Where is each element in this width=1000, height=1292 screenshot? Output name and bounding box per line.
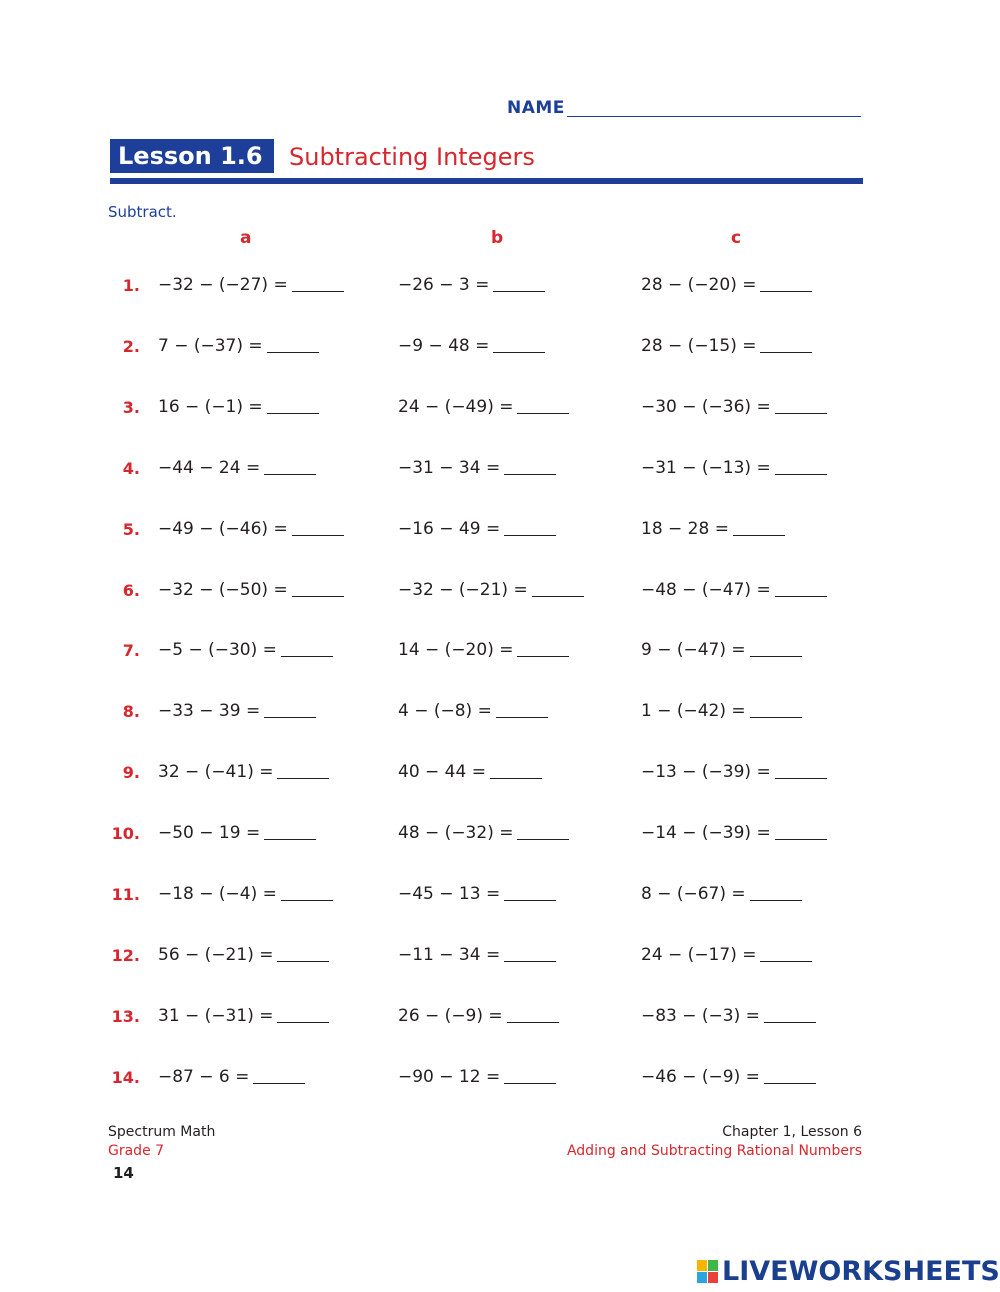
answer-blank[interactable] [760, 351, 812, 353]
problem-number: 13. [111, 1007, 140, 1026]
footer-unit: Adding and Subtracting Rational Numbers [566, 1143, 862, 1159]
problem-5-c [641, 519, 785, 539]
problem-expression: 9 − (−47) = [641, 640, 746, 660]
problem-4-a [158, 458, 316, 478]
answer-blank[interactable] [775, 473, 827, 475]
problem-2-a [158, 336, 319, 356]
problem-expression: −32 − (−27) = [158, 275, 288, 295]
problem-2-c [641, 336, 812, 356]
problem-number: 6. [122, 581, 140, 600]
problem-expression: 14 − (−20) = [398, 640, 514, 660]
problem-expression: 18 − 28 = [641, 519, 729, 539]
problem-number: 11. [111, 885, 140, 904]
problem-expression: −50 − 19 = [158, 823, 261, 843]
problem-number: 3. [122, 398, 140, 417]
problem-7-b [398, 640, 569, 660]
lesson-label: Lesson 1.6 [110, 139, 274, 173]
problem-number: 8. [122, 702, 140, 721]
problem-expression: 56 − (−21) = [158, 945, 274, 965]
problem-expression: 26 − (−9) = [398, 1006, 503, 1026]
problem-expression: −9 − 48 = [398, 336, 490, 356]
liveworksheets-logo-icon [697, 1260, 719, 1284]
problem-number: 9. [122, 763, 140, 782]
problem-number: 10. [111, 824, 140, 843]
problem-number: 7. [122, 641, 140, 660]
problem-expression: −46 − (−9) = [641, 1067, 760, 1087]
answer-blank[interactable] [264, 473, 316, 475]
answer-blank[interactable] [253, 1082, 305, 1084]
problem-expression: −26 − 3 = [398, 275, 490, 295]
problem-expression: −87 − 6 = [158, 1067, 250, 1087]
column-header-c: c [731, 228, 742, 248]
problem-10-a [158, 823, 316, 843]
problem-number: 12. [111, 946, 140, 965]
instruction-text: Subtract. [108, 203, 177, 221]
problem-11-b [398, 884, 556, 904]
problem-4-c [641, 458, 827, 478]
problem-expression: −44 − 24 = [158, 458, 261, 478]
problem-expression: 7 − (−37) = [158, 336, 263, 356]
answer-blank[interactable] [760, 960, 812, 962]
answer-blank[interactable] [281, 655, 333, 657]
problem-3-b [398, 397, 569, 417]
answer-blank[interactable] [281, 899, 333, 901]
problem-expression: −83 − (−3) = [641, 1006, 760, 1026]
problem-expression: −13 − (−39) = [641, 762, 771, 782]
answer-blank[interactable] [764, 1082, 816, 1084]
answer-blank[interactable] [264, 716, 316, 718]
problem-expression: −18 − (−4) = [158, 884, 277, 904]
answer-blank[interactable] [775, 595, 827, 597]
problem-6-c [641, 580, 827, 600]
problem-13-a [158, 1006, 329, 1026]
problem-5-a [158, 519, 344, 539]
problem-number: 2. [122, 337, 140, 356]
problem-11-a [158, 884, 333, 904]
problem-8-b [398, 701, 548, 721]
problem-11-c [641, 884, 802, 904]
problem-expression: −31 − 34 = [398, 458, 501, 478]
problem-7-c [641, 640, 802, 660]
problem-13-c [641, 1006, 816, 1026]
answer-blank[interactable] [733, 534, 785, 536]
problem-expression: −30 − (−36) = [641, 397, 771, 417]
problem-expression: 48 − (−32) = [398, 823, 514, 843]
column-header-b: b [491, 228, 504, 248]
problem-2-b [398, 336, 545, 356]
problem-8-c [641, 701, 802, 721]
problem-12-c [641, 945, 812, 965]
problem-5-b [398, 519, 556, 539]
answer-blank[interactable] [504, 473, 556, 475]
logo-square-icon [708, 1272, 718, 1283]
answer-blank[interactable] [504, 960, 556, 962]
answer-blank[interactable] [517, 655, 569, 657]
problem-8-a [158, 701, 316, 721]
answer-blank[interactable] [277, 1021, 329, 1023]
problem-expression: 4 − (−8) = [398, 701, 492, 721]
answer-blank[interactable] [277, 960, 329, 962]
answer-blank[interactable] [764, 1021, 816, 1023]
column-header-a: a [240, 228, 252, 248]
problem-10-b [398, 823, 569, 843]
problem-9-c [641, 762, 827, 782]
answer-blank[interactable] [493, 290, 545, 292]
answer-blank[interactable] [517, 838, 569, 840]
answer-blank[interactable] [775, 777, 827, 779]
answer-blank[interactable] [264, 838, 316, 840]
problem-6-b [398, 580, 584, 600]
problem-expression: −32 − (−21) = [398, 580, 528, 600]
footer-book-title: Spectrum Math [108, 1124, 216, 1140]
problem-12-a [158, 945, 329, 965]
logo-square-icon [708, 1260, 718, 1271]
problem-6-a [158, 580, 344, 600]
answer-blank[interactable] [750, 716, 802, 718]
problem-13-b [398, 1006, 559, 1026]
problem-number: 5. [122, 520, 140, 539]
answer-blank[interactable] [507, 1021, 559, 1023]
problem-expression: −5 − (−30) = [158, 640, 277, 660]
problem-14-a [158, 1067, 305, 1087]
problem-expression: −49 − (−46) = [158, 519, 288, 539]
answer-blank[interactable] [504, 899, 556, 901]
answer-blank[interactable] [496, 716, 548, 718]
answer-blank[interactable] [277, 777, 329, 779]
problem-expression: 24 − (−49) = [398, 397, 514, 417]
problem-expression: −33 − 39 = [158, 701, 261, 721]
problem-number: 14. [111, 1068, 140, 1087]
answer-blank[interactable] [292, 595, 344, 597]
answer-blank[interactable] [517, 412, 569, 414]
answer-blank[interactable] [775, 412, 827, 414]
problem-expression: −48 − (−47) = [641, 580, 771, 600]
liveworksheets-logo-text: LIVEWORKSHEETS [722, 1256, 1000, 1287]
problem-expression: 32 − (−41) = [158, 762, 274, 782]
problem-3-a [158, 397, 319, 417]
problem-expression: 40 − 44 = [398, 762, 486, 782]
problem-4-b [398, 458, 556, 478]
problem-expression: −90 − 12 = [398, 1067, 501, 1087]
problem-expression: −31 − (−13) = [641, 458, 771, 478]
problem-expression: −32 − (−50) = [158, 580, 288, 600]
answer-blank[interactable] [760, 290, 812, 292]
problem-number: 4. [122, 459, 140, 478]
answer-blank[interactable] [775, 838, 827, 840]
problem-7-a [158, 640, 333, 660]
liveworksheets-logo[interactable] [697, 1256, 1000, 1286]
problem-9-b [398, 762, 542, 782]
problem-expression: 16 − (−1) = [158, 397, 263, 417]
logo-square-icon [697, 1260, 707, 1271]
problem-1-a [158, 275, 344, 295]
answer-blank[interactable] [750, 899, 802, 901]
answer-blank[interactable] [504, 1082, 556, 1084]
answer-blank[interactable] [490, 777, 542, 779]
answer-blank[interactable] [267, 412, 319, 414]
problem-number: 1. [122, 276, 140, 295]
answer-blank[interactable] [267, 351, 319, 353]
problem-expression: 28 − (−15) = [641, 336, 757, 356]
problem-expression: −45 − 13 = [398, 884, 501, 904]
answer-blank[interactable] [750, 655, 802, 657]
problem-expression: −11 − 34 = [398, 945, 501, 965]
problem-expression: 28 − (−20) = [641, 275, 757, 295]
problem-14-c [641, 1067, 816, 1087]
answer-blank[interactable] [493, 351, 545, 353]
answer-blank[interactable] [292, 290, 344, 292]
lesson-title: Subtracting Integers [289, 143, 535, 171]
problem-expression: −16 − 49 = [398, 519, 501, 539]
page-number: 14 [113, 1164, 134, 1182]
problem-expression: −14 − (−39) = [641, 823, 771, 843]
problem-3-c [641, 397, 827, 417]
problem-10-c [641, 823, 827, 843]
answer-blank[interactable] [532, 595, 584, 597]
problem-expression: 24 − (−17) = [641, 945, 757, 965]
footer-grade: Grade 7 [108, 1143, 165, 1159]
answer-blank[interactable] [504, 534, 556, 536]
problem-12-b [398, 945, 556, 965]
problem-1-c [641, 275, 812, 295]
logo-square-icon [697, 1272, 707, 1283]
problem-expression: 8 − (−67) = [641, 884, 746, 904]
problem-expression: 31 − (−31) = [158, 1006, 274, 1026]
problem-expression: 1 − (−42) = [641, 701, 746, 721]
problem-14-b [398, 1067, 556, 1087]
header-rule [110, 178, 863, 184]
problem-1-b [398, 275, 545, 295]
name-label: NAME [507, 98, 565, 118]
answer-blank[interactable] [292, 534, 344, 536]
footer-chapter: Chapter 1, Lesson 6 [722, 1124, 862, 1140]
problem-9-a [158, 762, 329, 782]
name-input-line[interactable] [567, 116, 861, 117]
